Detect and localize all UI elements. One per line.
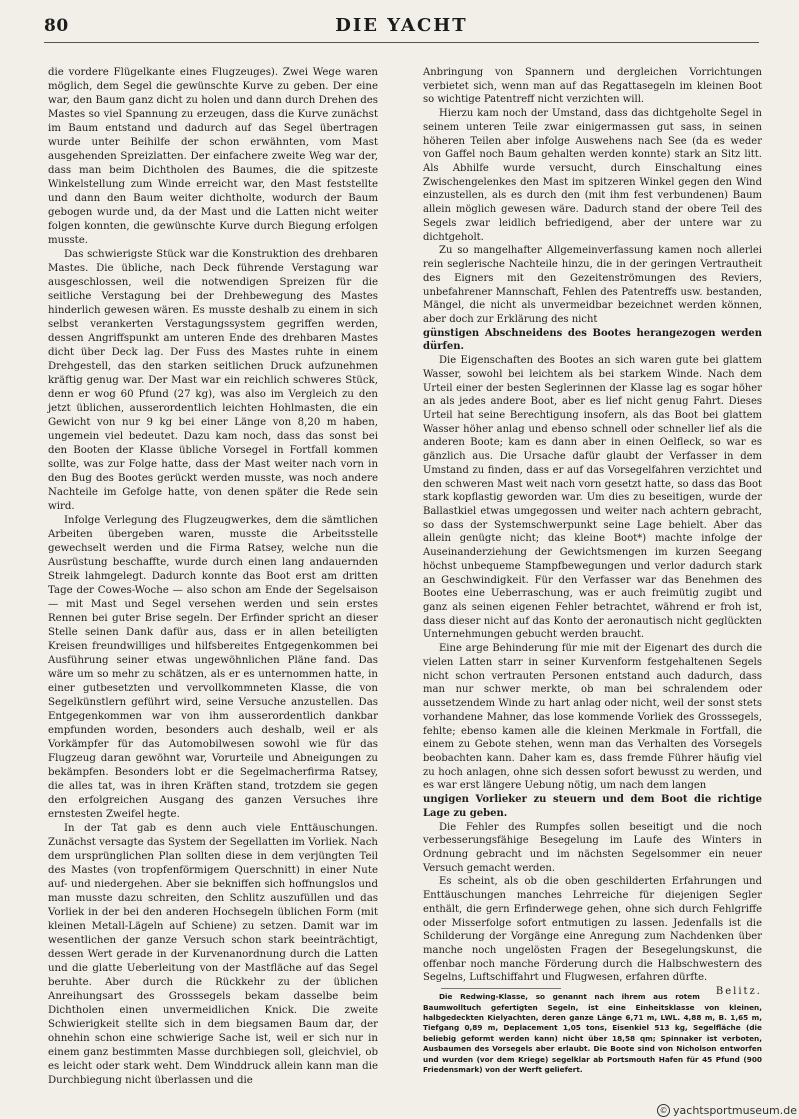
header-rule xyxy=(44,42,759,43)
paragraph-text: ungigen Vorlieker zu steuern und dem Boot die richtige Lage zu geben. xyxy=(423,794,762,819)
paragraph xyxy=(423,66,762,107)
paragraph xyxy=(423,107,762,244)
emphasized-line xyxy=(423,327,762,354)
journal-title: DIE YACHT xyxy=(335,15,468,36)
author-signature: Belitz. xyxy=(715,986,762,998)
page-header xyxy=(44,16,759,40)
paragraph xyxy=(48,248,378,514)
paragraph-text: Die Fehler des Rumpfes sollen beseitigt und die noch verbesserungsfähige Besegelung im Laufe des Winters in Ordnung gebracht und im nächsten Segelsommer ein neuer Versuch gemacht werden. xyxy=(423,821,762,874)
paragraph-text: Infolge Verlegung des Flugzeugwerkes, dem die sämtlichen Arbeiten übergeben waren, musste die Arbeitsstelle gewechselt werden und die Firma Ratsey, welche nun die Ausrüstung beschaffte, wurde durch einen lang andauernden Streik lahmgelegt. Dadurch konnte das Boot erst am dritten Tage der Cowes-Woche — also schon am Ende der Segelsaison — mit Mast und Segel versehen werden und sein erstes Rennen bei guter Brise segeln. Der Erfinder spricht an dieser Stelle seinen Dank dafür aus, dass er in allen beteiligten Kreisen freundwilliges und hilfsbereites Entgegenkommen bei Ausführung seiner etwas ungewöhnlichen Pläne fand. Das wäre um so mehr zu schätzen, als er es unternommen hatte, in einer gutbesetzten und vervollkommneten Klasse, die von Segelkünstlern geführt wird, seine Versuche anzustellen. Das Entgegenkommen war von ihm ausserordentlich dankbar empfunden worden, besonders auch deshalb, weil er als Vorkämpfer für das Automobilwesen sowohl wie für das Flugzeug daran gewöhnt war, Vorurteile und Abneigungen zu bekämpfen. Besonders lobt er die Segelmacherfirma Ratsey, die alles tat, was in ihren Kräften stand, trotzdem sie gegen den erfolgreichen Ausgang des ganzen Versuches ihre ernstesten Zweifel hegte. xyxy=(48,515,378,820)
page-number: 80 xyxy=(44,16,69,36)
paragraph-text: die vordere Flügelkante eines Flugzeuges). Zwei Wege waren möglich, dem Segel die gewünschte Kurve zu geben. Der eine war, den Baum ganz dicht zu holen und dann durch Drehen des Mastes so viel Spannung zu erzeugen, dass die Kurve zunächst im Baum entstand und dadurch auf das Segel übertragen wurde unter Beihilfe der schon erwähnten, vom Mast ausgehenden Spreizlatten. Der einfachere zweite Weg war der, dass man beim Dichtholen des Baumes, die die spitzeste Winkelstellung zum Winde erreicht war, den Mast feststellte und dann den Baum weiter dichtholte, wodurch der Baum gebogen wurde und, da der Mast und die Latten nicht weiter folgen konnten, die gewünschte Kurve durch Biegung erfolgen musste. xyxy=(48,67,378,246)
paragraph-text: Eine arge Behinderung für mie mit der Eigenart des durch die vielen Latten starr in seiner Kurvenform festgehaltenen Segels nicht schon vertrauten Personen entstand auch dadurch, dass man nur schwer merkte, ob man bei schralendem oder aussetzendem Winde zu hart anlag oder nicht, weil der sonst stets vorhandene Mahner, das lose kommende Vorliek des Grosssegels, fehlte; ebenso kamen alle die kleinen Merkmale in Fortfall, die einem zu Gebote stehen, wenn man das Verhalten des Vorsegels beobachten kann. Daher kam es, dass fremde Führer häufig viel zu hoch anlagen, ohne sich dessen sofort bewusst zu werden, und es war erst längere Uebung nötig, um nach dem langen xyxy=(423,643,762,792)
paragraph xyxy=(423,354,762,642)
left-column xyxy=(48,66,378,1088)
paragraph xyxy=(48,514,378,822)
paragraph xyxy=(48,66,378,248)
watermark-text: yachtsportmuseum.de xyxy=(673,1104,797,1117)
paragraph-text: günstigen Abschneidens des Bootes herangezogen werden dürfen. xyxy=(423,327,762,353)
paragraph-text: In der Tat gab es denn auch viele Enttäuschungen. Zunächst versagte das System der Segellatten im Vorliek. Nach dem ursprünglichen Plan sollten diese in dem verjüngten Teil des Mastes (von tropfenförmigem Querschnitt) in einer Nute auf- und niedergehen. Aber sie bekniffen sich hoffnungslos und man musste dazu schreiten, den Schlitz auszufüllen und das Vorliek in der bei den anderen Hochsegeln üblichen Form (mit kleinen Metall-Lägeln auf Schiene) zu setzen. Damit war im wesentlichen der ganze Versuch schon stark beeinträchtigt, dessen Wert gerade in der Kurvenanordnung durch die Latten und die glatte Ueberleitung von der Mastfläche auf das Segel beruhte. Aber durch die Rückkehr zu der üblichen Anreihungsart des Grosssegels bekam dasselbe beim Dichtholen einen unvermeidlichen Knick. Die zweite Schwierigkeit stellte sich in dem biegsamen Baum dar, der ohnehin schon eine schwierige Sache ist, weil er sich nur in einem ganz bestimmten Masse durchbiegen soll, gleichviel, ob es leicht oder stark weht. Dem Winddruck allein kann man die Durchbiegung nicht überlassen und die xyxy=(48,823,378,1086)
footnote: Die Redwing-Klasse, so genannt nach ihrem aus rotem Baumwolltuch gefertigten Segeln, ist eine Einheitsklasse von kleinen, halbgedeckten Kielyachten, deren ganze Länge 6,71 m, LWL. 4,88 m, B. 1,65 m, Tiefgang 0,89 m, Deplacement 1,05 tons, Eisenkiel 513 kg, Segelfläche (die beliebig geformt werden kann) nicht über 18,58 qm; Spinnaker ist verboten, Ausbaumen des Vorsegels aber erlaubt. Die Boote sind von Nicholson entworfen und wurden (vor dem Kriege) segelklar ab Portsmouth Hafen für 45 Pfund (900 Friedensmark) von der Werft geliefert. xyxy=(423,992,762,1074)
watermark xyxy=(657,1104,797,1117)
paragraph xyxy=(423,244,762,326)
copyright-icon: © xyxy=(657,1104,670,1117)
paragraph xyxy=(423,821,762,876)
paragraph-text: Die Eigenschaften des Bootes an sich waren gute bei glattem Wasser, sowohl bei leichtem als bei starkem Winde. Nach dem Urteil einer der besten Seglerinnen der Klasse lag es sogar höher an als jedes andere Boot, aber es lief nicht genug Fahrt. Dieses Urteil hat seine Berechtigung insofern, als das Boot bei glattem Wasser höher anlag und ebenso schnell oder schneller lief als die anderen Boote; kam es dann aber in einen Oelfleck, so war es gänzlich aus. Die Ursache dafür glaubt der Verfasser in dem Umstand zu finden, dass er auf das Vorsegelfahren verzichtet und den schweren Mast weit nach vorn gesetzt hatte, so dass das Boot stark kopflastig geworden war. Um dies zu beseitigen, wurde der Ballastkiel etwas umgegossen und weiter nach achtern gebracht, so dass der Systemschwerpunkt seine Lage behielt. Aber das allein genügte nicht; das kleine Boot*) machte infolge der Auseinanderziehung der Gewichtsmengen im kurzen Seegang höchst unbequeme Stampfbewegungen und verlor dadurch stark an Geschwindigkeit. Für den Verfasser war das Benehmen des Bootes eine Ueberraschung, was er auch freimütig zugibt und ganz als seinen eigenen Fehler betrachtet, während er froh ist, dass dieser nicht auf das Konto der aeronautisch nicht geglückten Unternehmungen gebucht werden braucht. xyxy=(423,355,762,641)
paragraph-text: Es scheint, als ob die oben geschilderten Erfahrungen und Enttäuschungen manches Lehrreiche für diejenigen Segler enthält, die gern Erfinderwege gehen, ohne sich durch Fehlgriffe oder Misserfolge sofort entmutigen zu lassen. Jedenfalls ist die Schilderung der Vorgänge eine Anregung zum Nachdenken über manche noch ungelösten Fragen der Besegelungskunst, die offenbar noch manche Förderung durch die Halbschwestern des Segelns, Luftschiffahrt und Flugwesen, erfahren dürfte. xyxy=(423,876,762,984)
paragraph-text: Anbringung von Spannern und dergleichen Vorrichtungen verbietet sich, wenn man auf das Regattasegeln im kleinen Boot so wichtige Patentreff nicht verzichten will. xyxy=(423,67,762,106)
paragraph xyxy=(423,875,762,998)
paragraph xyxy=(48,822,378,1088)
paragraph-text: Das schwierigste Stück war die Konstruktion des drehbaren Mastes. Die übliche, nach Deck führende Verstagung war ausgeschlossen, weil die notwendigen Spreizen für die seitliche Verstagung bei der Drehbewegung des Mastes hinderlich gewesen wären. Es musste deshalb zu einem in sich selbst verankerten Verstagungssystem gegriffen werden, dessen Angriffspunkt am unteren Ende des drehbaren Mastes dicht über Deck lag. Der Fuss des Mastes ruhte in einem Drehgestell, das den starken seitlichen Druck aufzunehmen kräftig genug war. Der Mast war ein reichlich schweres Stück, denn er wog 60 Pfund (27 kg), was also im Vergleich zu den jetzt üblichen, ausserordentlich leichten Hohlmasten, die ein Gewicht von nur 9 kg bei einer Länge von 8,20 m haben, ungemein viel bedeutet. Dazu kam noch, dass das sonst bei den Booten der Klasse übliche Vorsegel in Fortfall kommen sollte, was zur Folge hatte, dass der Mast weiter nach vorn in den Bug des Bootes gerückt werden musste, was noch andere Nachteile im Gefolge hatte, von denen später die Rede sein wird. xyxy=(48,249,378,512)
paragraph-text: Zu so mangelhafter Allgemeinverfassung kamen noch allerlei rein seglerische Nachteile hinzu, die in der geringen Vertrautheit des Eigners mit den Gezeitenströmungen des Reviers, unbefahrener Mannschaft, Fehlen des Patentreffs usw. bestanden, Mängel, die nicht als unvermeidbar bezeichnet werden können, aber doch zur Erklärung des nicht xyxy=(423,245,762,325)
paragraph xyxy=(423,642,762,793)
emphasized-line xyxy=(423,793,762,820)
footnote-rule xyxy=(441,988,561,989)
right-column xyxy=(423,66,762,1075)
paragraph-text: Hierzu kam noch der Umstand, dass das dichtgeholte Segel in seinem unteren Teile zwar einigermassen gut sass, in seinen höheren Teilen aber infolge Auswehens nach See (da es weder von Gaffel noch Baum gehalten werden konnte) stark an Sitz litt. Als Abhilfe wurde versucht, durch Einschaltung eines Zwischengelenkes den Mast im spitzeren Winkel gegen den Wind einzustellen, als es durch den (mit ihm fest verbundenen) Baum allein möglich gewesen wäre. Dadurch stand der obere Teil des Segels zwar leidlich befriedigend, aber der untere war zu dichtgeholt. xyxy=(423,108,762,243)
